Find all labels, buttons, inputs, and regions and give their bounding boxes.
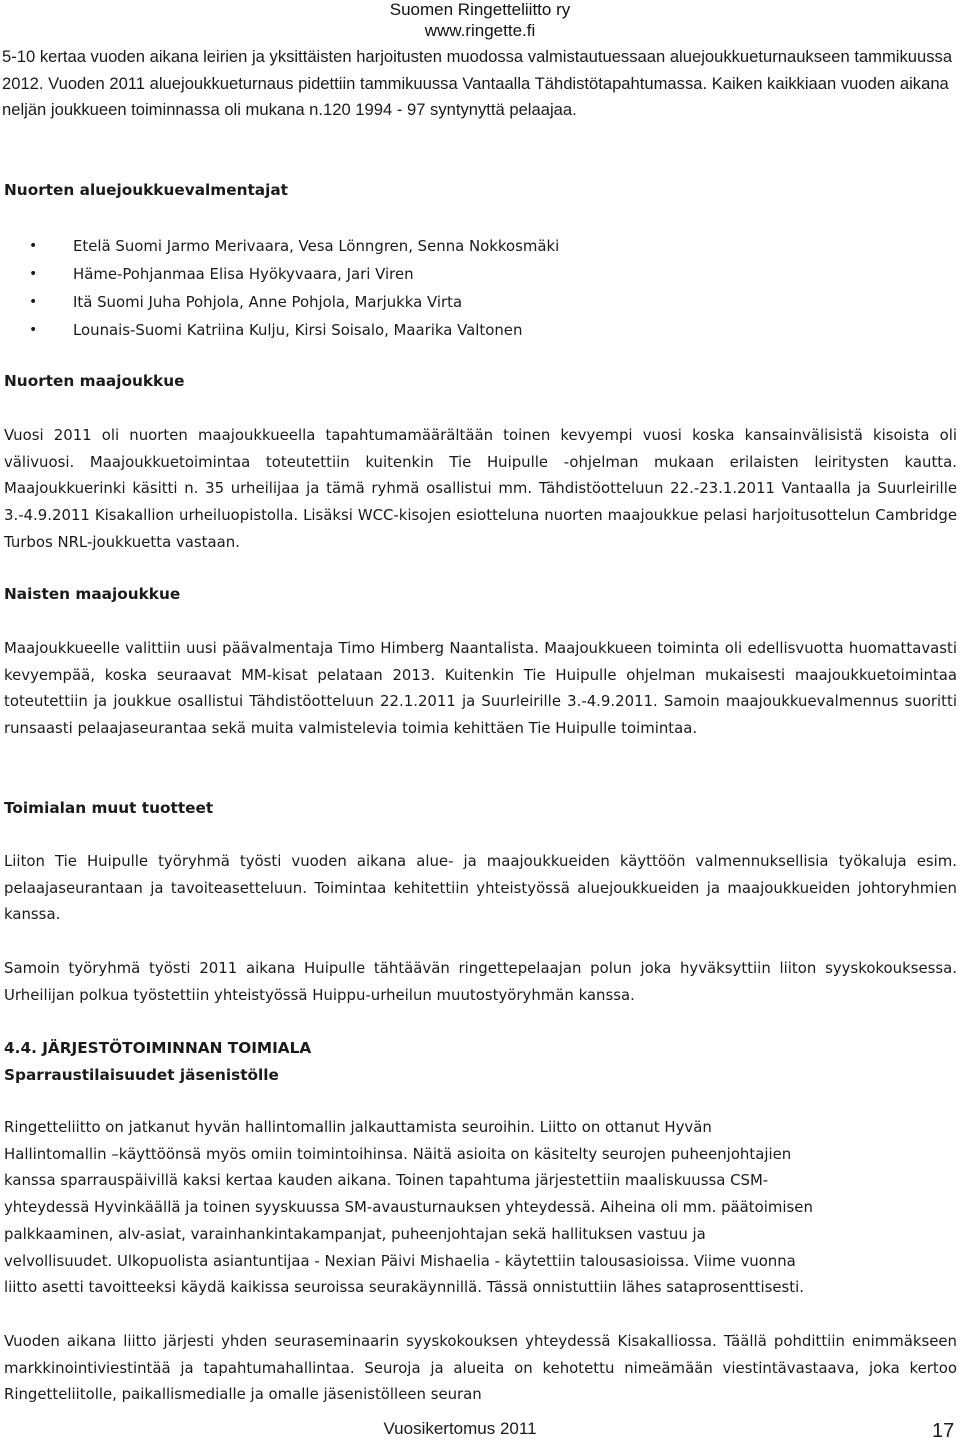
text-line: Hallintomallin –käyttöönsä myös omiin toimintoihinsa. Näitä asioita on käsitelty seurojen puheenjohtajien (4, 1144, 792, 1163)
list-item (0, 316, 900, 344)
youth-national-paragraph: Vuosi 2011 oli nuorten maajoukkueella tapahtumamäärältään toinen kevyempi vuosi koska kansainvälisistä kisoista oli välivuosi. Maajoukkuetoimintaa toteutettiin kuitenkin Tie Huipulle -ohjelman mukaan erilaisten leiritysten kautta. Maajoukkuerinki käsitti n. 35 urheilijaa ja tämä ryhmä osallistui mm. Tähdistöotteluun 22.-23.1.2011 Vantaalla ja Suurleirille 3.-4.9.2011 Kisakallion urheiluopistolla. Lisäksi WCC-kisojen esiotteluna nuorten maajoukkue pelasi harjoitusottelun Cambridge Turbos NRL-joukkuetta vastaan. (4, 426, 957, 551)
list-item (0, 260, 900, 288)
intro-paragraph: 5-10 kertaa vuoden aikana leirien ja yksittäisten harjoitusten muodossa valmistautuessaan aluejoukkueturnaukseen tammikuussa 2012. Vuoden 2011 aluejoukkueturnaus pidettiin tammikuussa Vantaalla Tähdistötapahtumassa. Kaiken kaikkiaan vuoden aikana neljän joukkueen toiminnassa oli mukana n.120 1994 - 97 syntynyttä pelaajaa. (2, 47, 953, 119)
bullet-icon: • (29, 294, 38, 310)
text-line: yhteydessä Hyvinkäällä ja toinen syyskuussa SM-avausturnauksen yhteydessä. Aiheina oli mm. päätoimisen (4, 1198, 813, 1217)
text-line: palkkaaminen, alv-asiat, varainhankintakampanjat, puheenjohtajan sekä hallituksen vastuu ja (4, 1224, 706, 1243)
organization-paragraph-1 (4, 1114, 957, 1301)
page-number: 17 (932, 1420, 955, 1442)
other-products-heading: Toimialan muut tuotteet (4, 799, 214, 817)
coaches-list (0, 232, 900, 344)
other-products-paragraph-2: Samoin työryhmä työsti 2011 aikana Huipulle tähtäävän ringettepelaajan polun joka hyväksyttiin liiton syyskokouksessa. Urheilijan polkua työstettiin yhteistyössä Huippu-urheilun muutostyöryhmän kanssa. (4, 959, 957, 1004)
coach-region-text: Lounais-Suomi Katriina Kulju, Kirsi Soisalo, Maarika Valtonen (73, 321, 523, 339)
text-line: Ringetteliitto on jatkanut hyvän hallintomallin jalkauttamista seuroihin. Liitto on ottanut Hyvän (4, 1118, 712, 1136)
footer-title: Vuosikertomus 2011 (383, 1419, 537, 1438)
organization-heading: 4.4. JÄRJESTÖTOIMINNAN TOIMIALA (4, 1039, 312, 1057)
coach-region-text: Häme-Pohjanmaa Elisa Hyökyvaara, Jari Viren (73, 265, 414, 283)
bullet-icon: • (29, 238, 38, 254)
organization-paragraph-2: Vuoden aikana liitto järjesti yhden seuraseminaarin syyskokouksen yhteydessä Kisakalliossa. Täällä pohdittiin enimmäkseen markkinointiviestintää ja tapahtumahallintaa. Seuroja ja alueita on kehotettu nimeämään viestintävastaava, joka kertoo Ringetteliitolle, paikallismedialle ja omalle jäsenistölleen seuran (4, 1332, 957, 1404)
bullet-icon: • (29, 322, 38, 338)
coaches-heading: Nuorten aluejoukkuevalmentajat (4, 181, 288, 199)
coach-region-text: Itä Suomi Juha Pohjola, Anne Pohjola, Marjukka Virta (73, 293, 463, 311)
women-national-heading: Naisten maajoukkue (4, 585, 181, 603)
text-line: kanssa sparrauspäivillä kaksi kertaa kauden aikana. Toinen tapahtuma järjestettiin maaliskuussa CSM- (4, 1171, 769, 1190)
other-products-paragraph-1: Liiton Tie Huipulle työryhmä työsti vuoden aikana alue- ja maajoukkueiden käyttöön valmennuksellisia työkaluja esim. pelaajaseurantaan ja tavoiteasetteluun. Toimintaa kehitettiin yhteistyössä aluejoukkueiden ja maajoukkueiden johtoryhmien kanssa. (4, 852, 957, 924)
bullet-icon: • (29, 266, 38, 282)
list-item (0, 232, 900, 260)
organization-subheading: Sparraustilaisuudet jäsenistölle (4, 1066, 279, 1084)
list-item (0, 288, 900, 316)
text-line: velvollisuudet. Ulkopuolista asiantuntijaa - Nexian Päivi Mishaelia - käytettiin talousasioissa. Viime vuonna (4, 1251, 796, 1270)
women-national-paragraph: Maajoukkueelle valittiin uusi päävalmentaja Timo Himberg Naantalista. Maajoukkueen toiminta oli edellisvuotta huomattavasti kevyempää, koska seuraavat MM-kisat pelataan 2013. Kuitenkin Tie Huipulle ohjelman mukaisesti maajoukkuetoimintaa toteutettiin ja joukkue osallistui Tähdistöotteluun 22.1.2011 ja Suurleirille 3.-4.9.2011. Samoin maajoukkuevalmennus suoritti runsaasti pelaajaseurantaa sekä muita valmistelevia toimia kehittäen Tie Huipulle toimintaa. (4, 639, 957, 738)
header-organization: Suomen Ringetteliitto ry (389, 0, 571, 19)
coach-region-text: Etelä Suomi Jarmo Merivaara, Vesa Lönngren, Senna Nokkosmäki (73, 237, 560, 255)
header-website-link[interactable]: www.ringette.fi (424, 21, 536, 40)
text-line: liitto asetti tavoitteeksi käydä kaikissa seuroissa seurakäynnillä. Tässä onnistuttiin lähes sataprosenttisesti. (4, 1278, 804, 1297)
youth-national-heading: Nuorten maajoukkue (4, 372, 185, 390)
